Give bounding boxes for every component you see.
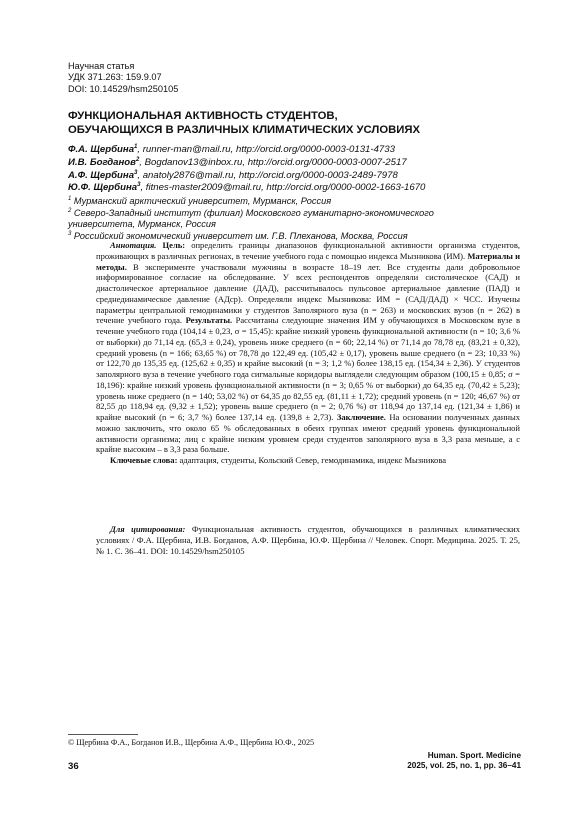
abstract-label: Аннотация.	[110, 240, 157, 250]
page-number: 36	[68, 761, 79, 772]
copyright: © Щербина Ф.А., Богданов И.В., Щербина А.Ф., Щербина Ю.Ф., 2025	[68, 738, 315, 747]
journal-issue: 2025, vol. 25, no. 1, pp. 36–41	[407, 761, 521, 770]
article-title	[68, 110, 528, 137]
author-line	[68, 157, 538, 170]
conclusion-text: На основании полученных данных можно заключить, что около 65 % обследованных в обеих группах имеют средний уровень функциональной активности организма; лиц с крайне низким уровнем среди студентов заполярного вуза в 3,3 раза меньше, а с крайне высоким – в 3,3 раза больше.	[96, 412, 520, 455]
author-name: Ф.А. Щербина	[68, 144, 135, 155]
citation-label: Для цитирования:	[110, 524, 186, 534]
results-label: Результаты.	[185, 315, 233, 326]
keywords	[96, 455, 520, 466]
methods-label: Материалы и методы.	[96, 250, 521, 272]
title-line-1: ФУНКЦИОНАЛЬНАЯ АКТИВНОСТЬ СТУДЕНТОВ,	[68, 110, 338, 122]
affiliation-text: Мурманский арктический университет, Мурманск, Россия	[71, 196, 332, 206]
citation-body	[96, 524, 520, 556]
methods-text: В эксперименте участвовали мужчины в возрасте 18–19 лет. Все студенты дали добровольное информированное согласие на обследование. У всех респондентов определяли систолическое (САД) и диастолическое артериальное давление (ДАД), рассчитывалось пульсовое артериальное давление (ПАД) и среднединамическое давление (АДср). Определяли индекс Мызникова: ИМ = (САД/ДАД) × ЧСС. Изучены параметры центральной гемодинамики у студентов Заполярного вуза (n = 263) и московских вузов (n = 262) в течение учебного года.	[96, 261, 520, 326]
author-affiliation-mark: 3	[134, 169, 138, 176]
author-affiliation-mark: 3	[137, 182, 141, 189]
affiliation-text: Российский экономический университет им. Г.В. Плеханова, Москва, Россия	[71, 230, 408, 241]
conclusion-label: Заключение.	[336, 412, 386, 422]
affiliation-number: 1	[68, 196, 72, 202]
abstract-body	[96, 240, 520, 455]
article-meta	[68, 61, 178, 95]
author-affiliation-mark: 2	[135, 156, 140, 163]
author-line	[68, 170, 538, 183]
goal-label: Цель:	[162, 240, 186, 250]
author-name: И.В. Богданов	[68, 156, 136, 168]
affiliation-number: 2	[68, 207, 72, 214]
author-affiliation-mark: 1	[134, 144, 138, 150]
doi: DOI: 10.14529/hsm250105	[68, 83, 179, 94]
keywords-text: адаптация, студенты, Кольский Север, гемодинамика, индекс Мызникова	[177, 455, 447, 465]
udc-code: УДК 371.263: 159.9.07	[68, 72, 162, 83]
author-contact: , fitnes-master2009@mail.ru, http://orcid.org/0000-0002-1663-1670	[140, 182, 426, 194]
citation	[96, 524, 520, 556]
journal-name: Human. Sport. Medicine	[427, 751, 521, 760]
affiliation	[68, 196, 488, 208]
author-list	[68, 144, 538, 195]
author-name: Ю.Ф. Щербина	[68, 182, 138, 194]
affiliation-list	[68, 196, 488, 242]
results-text: Рассчитаны следующие значения ИМ у обучающихся в Московском вузе в течение учебного года (104,14 ± 0,23, σ = 15,45): крайне низкий уровень функциональной активности (n = 10; 3,6 % от выборки) до 71,14 ед. (65,3 ± 0,24), уровень ниже среднего (n = 60; 22,14 %) от 71,14 до 78,78 ед. (83,21 ± 0,32), средний уровень (n = 166; 63,65 %) от 78,78 до 122,49 ед. (105,42 ± 0,17), уровень выше среднего (n = 23; 10,33 %) от 122,70 до 135,35 ед. (125,62 ± 0,35) и крайне высокий (n = 3; 1,2 %) более 138,15 ед. (154,34 ± 2,36). У студентов заполярного вуза в течение учебного года сигмальные коридоры выглядели следующим образом (100,15 ± 0,85; σ = 18,196): крайне низкий уровень функциональной активности (n = 3; 0,65 % от выборки) до 64,35 ед. (70,42 ± 5,23); уровень ниже среднего (n = 140; 53,02 %) от 64,35 до 82,55 ед. (81,11 ± 1,72); средний уровень (n = 120; 46,67 %) от 82,55 до 118,94 ед. (9,32 ± 1,52); уровень выше среднего (n = 2; 0,76 %) от 118,94 до 137,14 ед. (121,34 ± 1,86) и крайне высокий (n = 6; 3,7 %) более 137,14 ед. (139,8 ± 2,73).	[96, 315, 521, 422]
author-line	[68, 182, 538, 195]
affiliation	[68, 208, 488, 231]
article-type: Научная статья	[68, 61, 135, 71]
author-contact: , runner-man@mail.ru, http://orcid.org/0000-0003-0131-4733	[137, 144, 395, 155]
abstract	[96, 240, 520, 466]
author-line	[68, 144, 538, 157]
affiliation-number: 3	[68, 230, 72, 237]
keywords-label: Ключевые слова:	[110, 455, 178, 465]
author-contact: , anatoly2876@mail.ru, http://orcid.org/0000-0003-2489-7978	[137, 169, 398, 181]
title-line-2: ОБУЧАЮЩИХСЯ В РАЗЛИЧНЫХ КЛИМАТИЧЕСКИХ УСЛОВИЯХ	[68, 123, 421, 136]
author-contact: , Bogdanov13@inbox.ru, http://orcid.org/0000-0003-0007-2517	[139, 156, 407, 168]
journal-info	[407, 751, 521, 771]
author-name: А.Ф. Щербина	[68, 169, 135, 181]
affiliation-text: Северо-Западный институт (филиал) Московского гуманитарно-экономического университета, Мурманск, Россия	[68, 207, 434, 230]
goal-text: определить границы диапазонов функциональной активности организма студентов, проживающих в различных регионах, в течение учебного года с помощью индекса Мызникова (ИМ).	[96, 240, 520, 261]
footnote-divider	[68, 734, 138, 735]
citation-text: Функциональная активность студентов, обучающихся в различных климатических условиях / Ф.А. Щербина, И.В. Богданов, А.Ф. Щербина, Ю.Ф. Щербина // Человек. Спорт. Медицина. 2025. Т. 25, № 1. С. 36–41. DOI: 10.14529/hsm250105	[96, 524, 520, 556]
